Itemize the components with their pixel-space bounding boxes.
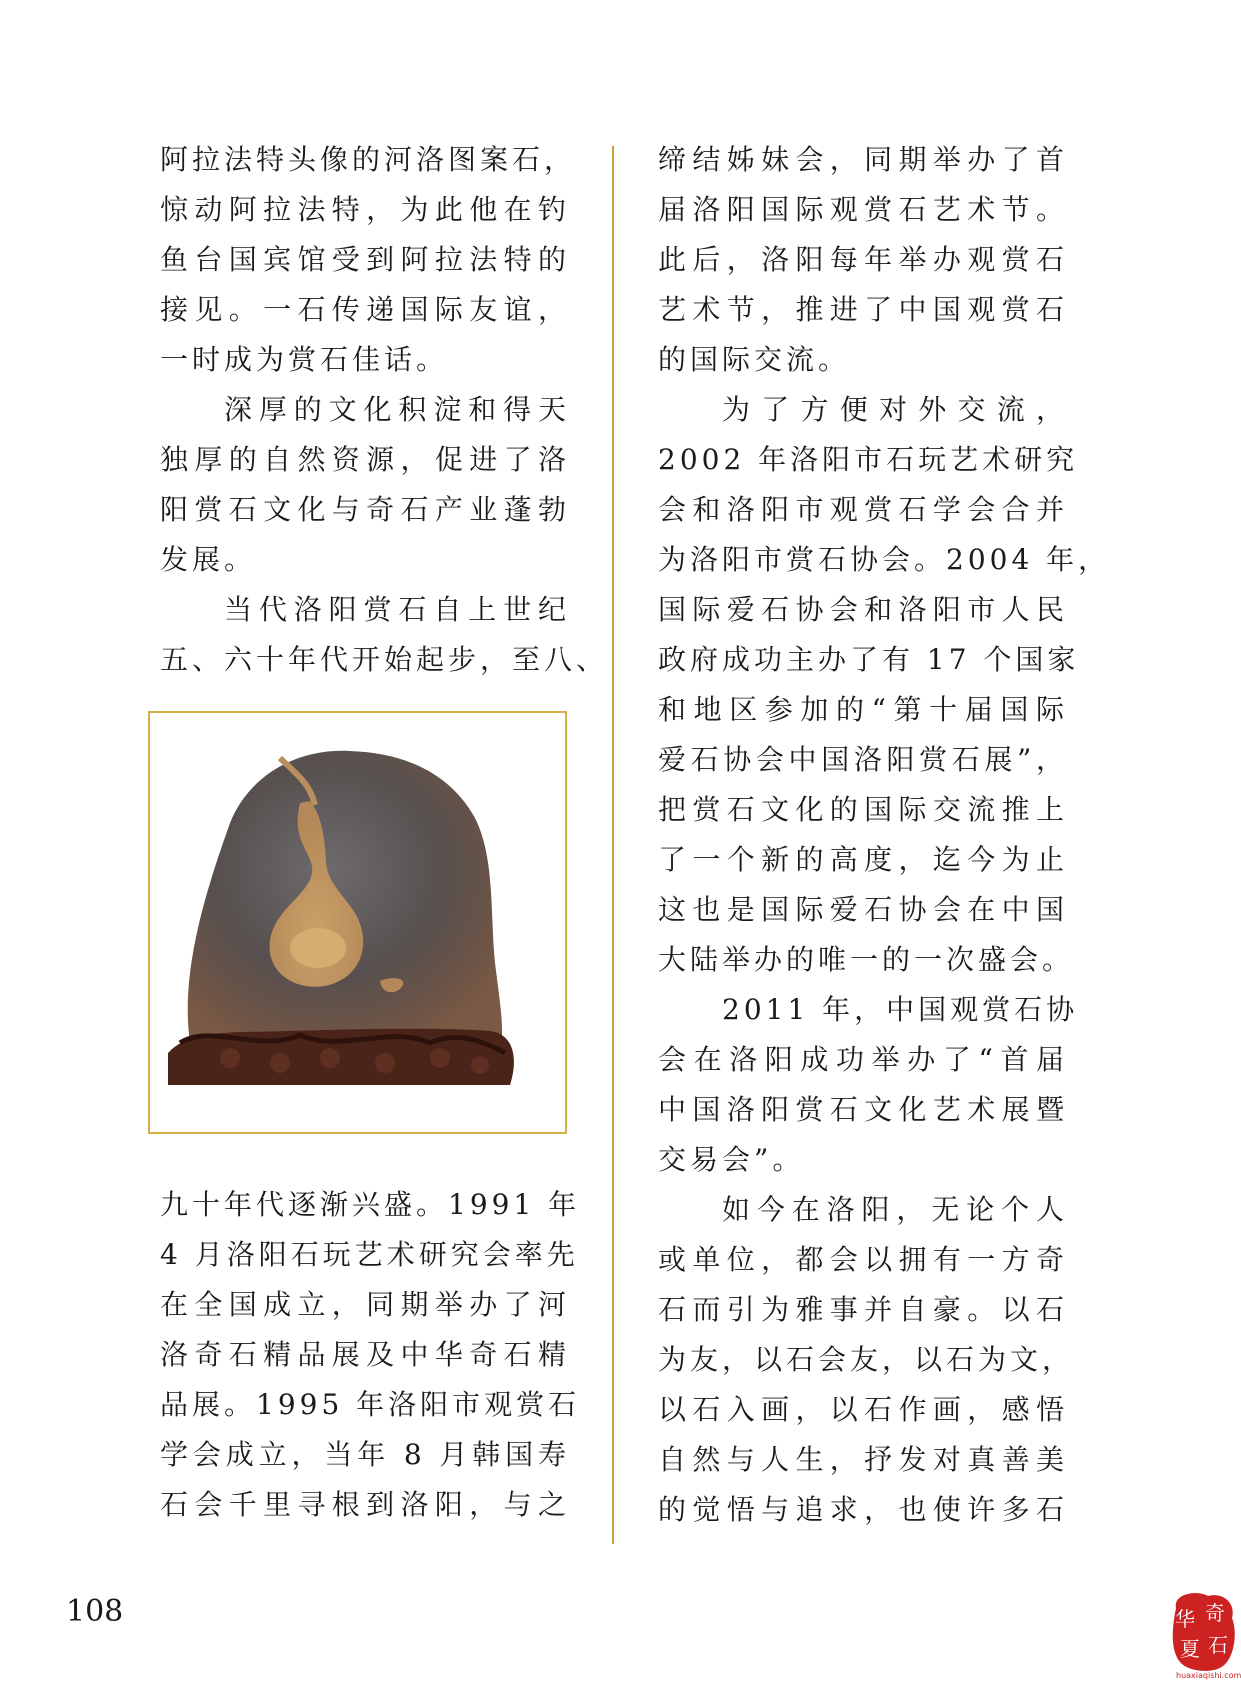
paragraph-line: 为友，以石会友，以石为文，: [658, 1343, 1075, 1376]
paragraph-line: 深厚的文化积淀和得天: [224, 393, 570, 426]
left-column-bottom: [160, 1180, 581, 1530]
paragraph-line: 大陆举办的唯一的一次盛会。: [658, 943, 1075, 976]
paragraph-line: 以石入画，以石作画，感悟: [658, 1393, 1068, 1426]
stone-photo-frame: [148, 711, 567, 1134]
huaxia-qishi-seal-logo: [1168, 1588, 1238, 1678]
seal-url-text: huaxiaqishi.com: [1176, 1671, 1241, 1680]
paragraph-line: 国际爱石协会和洛阳市人民: [658, 593, 1068, 626]
paragraph-line: 的国际交流。: [658, 343, 851, 376]
paragraph-line: 接见。一石传递国际友谊，: [160, 293, 570, 326]
paragraph-line: 阳赏石文化与奇石产业蓬勃: [160, 493, 570, 526]
seal-char: 夏: [1180, 1637, 1200, 1661]
paragraph-line: 把赏石文化的国际交流推上: [658, 793, 1068, 826]
paragraph-line: 阿拉法特头像的河洛图案石，: [160, 143, 577, 176]
seal-char: 华: [1175, 1607, 1195, 1631]
paragraph-line: 九十年代逐渐兴盛。1991 年: [160, 1188, 581, 1221]
paragraph-line: 为了方便对外交流，: [722, 393, 1068, 426]
paragraph-line: 在全国成立，同期举办了河: [160, 1288, 570, 1321]
paragraph-line: 这也是国际爱石协会在中国: [658, 893, 1068, 926]
paragraph-line: 4 月洛阳石玩艺术研究会率先: [160, 1238, 579, 1271]
paragraph-line: 洛奇石精品展及中华奇石精: [160, 1338, 570, 1371]
paragraph-line: 2011 年，中国观赏石协: [722, 993, 1079, 1026]
column-divider: [612, 146, 614, 1544]
paragraph-line: 中国洛阳赏石文化艺术展暨: [658, 1093, 1068, 1126]
paragraph-line: 政府成功主办了有 17 个国家: [658, 643, 1080, 676]
left-column-top: [160, 135, 609, 685]
paragraph-line: 为洛阳市赏石协会。2004 年，: [658, 543, 1111, 576]
paragraph-line: 的觉悟与追求，也使许多石: [658, 1493, 1068, 1526]
paragraph-line: 鱼台国宾馆受到阿拉法特的: [160, 243, 570, 276]
paragraph-line: 发展。: [160, 543, 257, 576]
paragraph-line: 一时成为赏石佳话。: [160, 343, 449, 376]
paragraph-line: 惊动阿拉法特，为此他在钓: [160, 193, 570, 226]
paragraph-line: 2002 年洛阳市石玩艺术研究: [658, 443, 1079, 476]
paragraph-line: 或单位，都会以拥有一方奇: [658, 1243, 1068, 1276]
paragraph-line: 缔结姊妹会，同期举办了首: [658, 143, 1068, 176]
paragraph-line: 石会千里寻根到洛阳，与之: [160, 1488, 570, 1521]
seal-char: 石: [1208, 1633, 1228, 1657]
paragraph-line: 会在洛阳成功举办了“首届: [658, 1043, 1068, 1076]
page-number: 108: [66, 1594, 124, 1629]
right-column: [658, 135, 1111, 1535]
paragraph-line: 独厚的自然资源，促进了洛: [160, 443, 570, 476]
paragraph-line: 艺术节，推进了中国观赏石: [658, 293, 1068, 326]
paragraph-line: 品展。1995 年洛阳市观赏石: [160, 1388, 581, 1421]
paragraph-line: 五、六十年代开始起步，至八、: [160, 643, 609, 676]
paragraph-line: 会和洛阳市观赏石学会合并: [658, 493, 1068, 526]
paragraph-line: 了一个新的高度，迄今为止: [658, 843, 1068, 876]
paragraph-line: 和地区参加的“第十届国际: [658, 693, 1068, 726]
paragraph-line: 自然与人生，抒发对真善美: [658, 1443, 1068, 1476]
paragraph-line: 爱石协会中国洛阳赏石展”，: [658, 743, 1068, 776]
gourd-pattern-stone-image: [150, 713, 565, 1132]
paragraph-line: 石而引为雅事并自豪。以石: [658, 1293, 1068, 1326]
paragraph-line: 此后，洛阳每年举办观赏石: [658, 243, 1068, 276]
paragraph-line: 当代洛阳赏石自上世纪: [224, 593, 570, 626]
paragraph-line: 如今在洛阳，无论个人: [722, 1193, 1068, 1226]
paragraph-line: 届洛阳国际观赏石艺术节。: [658, 193, 1068, 226]
paragraph-line: 学会成立，当年 8 月韩国寿: [160, 1438, 570, 1471]
seal-char: 奇: [1205, 1601, 1225, 1625]
paragraph-line: 交易会”。: [658, 1143, 805, 1176]
